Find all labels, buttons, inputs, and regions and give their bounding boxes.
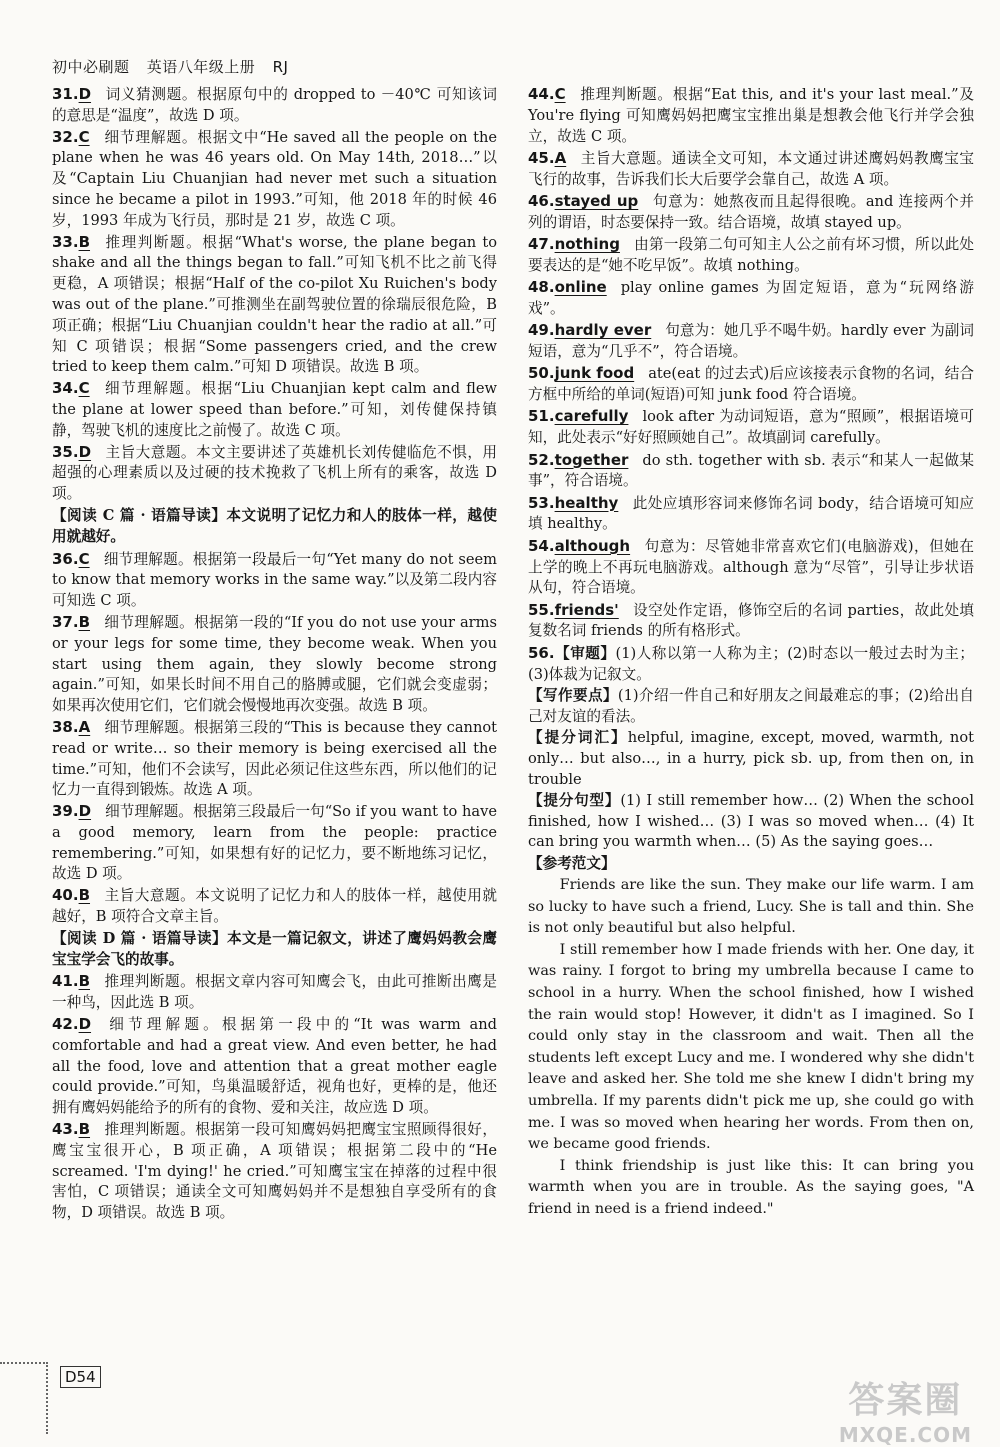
explanation: 由第一段第二句可知主人公之前有坏习惯，所以此处要表达的是“她不吃早饭”。故填 nothing。: [528, 236, 974, 274]
answer-item: [528, 320, 974, 363]
answer-key: B: [78, 232, 91, 251]
section-text: (1)人称以第一人称为主；(2)时态以一般过去时为主；(3)体裁为记叙文。: [528, 644, 974, 683]
question-number: 47.: [528, 235, 555, 254]
question-number: 45.: [528, 148, 555, 167]
right-column: [528, 84, 974, 1220]
question-number: 34.: [52, 379, 79, 398]
answer-item: [528, 234, 974, 277]
page-number: D54: [60, 1366, 101, 1388]
running-header: [52, 56, 300, 77]
question-number: 37.: [52, 612, 79, 631]
answer-key: together: [554, 450, 629, 469]
explanation: 推理判断题。根据“What's worse, the plane began to shake and all the things began to fall.”可知飞机不比之前飞得更稳，A 项错误；根据“Half of the co-pilot Xu Ruichen's body was out of the plane.”可推测坐在副驾驶位置的徐瑞辰很危险，B 项正确；根据“Liu Chuanjian couldn't hear the radio at all.”可知 C 项错误；根据“Some passengers cried, and the crew tried to keep them calm.”可知 D 项错误。故选 B 项。: [52, 233, 497, 376]
answer-key: junk food: [554, 364, 635, 383]
answer-key: B: [78, 1120, 91, 1139]
explanation: look after 为动词短语，意为“照顾”，根据语境可知，此处表示“好好照顾她自己”。故填副词 carefully。: [528, 408, 974, 447]
essay-paragraph-1: Friends are like the sun. They make our life warm. I am so lucky to have such a friend, Lucy. She is tall and thin. She is not only beautiful but also helpful.: [528, 876, 974, 937]
section-label: 【审题】: [554, 644, 616, 662]
explanation: 推理判断题。根据文章内容可知鹰会飞，由此可推断出鹰是一种鸟，因此选 B 项。: [52, 973, 497, 1012]
answer-key: C: [78, 549, 90, 568]
answer-key: B: [78, 886, 91, 905]
answer-item: [528, 84, 974, 147]
explanation: 细节理解题。根据第三段最后一句“So if you want to have a good memory, learn from the people: practice remembering.”可知，如果想有好的记忆力，要不断地练习记忆，故选 D 项。: [52, 803, 497, 883]
answer-item: [52, 84, 497, 127]
answer-item: [52, 1014, 497, 1119]
answer-key: D: [78, 85, 92, 103]
right-answer-list: [528, 84, 974, 642]
answer-item: [52, 885, 497, 928]
question-number: 41.: [52, 972, 79, 991]
answer-item: [528, 493, 974, 536]
essay-paragraph-2: I still remember how I made friends with her. One day, it was rainy. I forgot to bring my umbrella because I came to school in a hurry. When the school finished, how I wished the rain would stop! However, it didn't as I imagined. So I could only stay in the classroom and wait. Then all the students left except Lucy and me. I wondered why she didn't leave and asked her. She told me she knew I didn't bring my umbrella. If my parents didn't pick me up, she could go with me. I was so moved when hearing her words. From then on, we became good friends.: [528, 941, 974, 1153]
question-number: 50.: [528, 364, 555, 383]
answer-item: [52, 612, 497, 717]
answer-item: [528, 148, 974, 191]
writing-points: [528, 686, 974, 728]
question-number: 33.: [52, 232, 79, 251]
explanation: 细节理解题。根据文中“He saved all the people on the plane when he was 46 years old. On May 14th, 2018…”以及“Captain Liu Chuanjian had never met such a situation since he became a pilot in 1993.”可知，他 2018 年的时候 46 岁，1993 年成为飞行员，那时是 21 岁，故选 C 项。: [52, 128, 497, 229]
key-vocabulary: [528, 728, 974, 790]
answer-item: [52, 717, 497, 801]
essay-paragraph-3: I think friendship is just like this: It can bring you warmth when you are in trouble. As the saying goes, "A friend in need is a friend indeed.": [528, 1157, 974, 1217]
question-number: 48.: [528, 278, 555, 297]
answer-key: hardly ever: [554, 321, 652, 340]
explanation: 主旨大意题。通读全文可知，本文通过讲述鹰妈妈教鹰宝宝飞行的故事，告诉我们长大后要学会靠自己，故选 A 项。: [528, 149, 974, 188]
answer-key: A: [78, 717, 91, 736]
answer-item: [52, 232, 497, 379]
question-number: 43.: [52, 1120, 79, 1139]
explanation: 主旨大意题。本文主要讲述了英雄机长刘传健临危不惧，用超强的心理素质以及过硬的技术挽救了飞机上所有的乘客，故选 D 项。: [52, 443, 497, 503]
answer-key: B: [78, 972, 91, 991]
watermark-site: MXQE.COM: [838, 1423, 972, 1447]
watermark: [839, 1372, 972, 1447]
key-sentences: [528, 791, 974, 853]
answer-key: carefully: [554, 407, 629, 426]
answer-key: A: [554, 148, 567, 167]
answer-item: [528, 536, 974, 599]
answer-item: [528, 600, 974, 643]
footer-dotted-corner: [0, 1362, 48, 1434]
explanation: ate(eat 的过去式)后应该接表示食物的名词，结合方框中所给的单词(短语)可知 junk food 符合语境。: [528, 365, 974, 404]
subject-title: 英语八年级上册: [146, 58, 256, 76]
question-number: 46.: [528, 191, 555, 210]
answer-item: [528, 191, 974, 234]
question-number: 31.: [52, 85, 79, 103]
answer-item: [52, 127, 497, 232]
question-number: 55.: [528, 600, 555, 619]
answer-key: although: [554, 536, 631, 555]
section-label: 【提分词汇】: [528, 728, 628, 746]
explanation: play online games 为固定短语，意为“玩网络游戏”。: [528, 279, 974, 317]
answer-key: online: [554, 278, 607, 297]
explanation: 细节理解题。根据第三段的“This is because they cannot read or write… so their memory is being exercised all the time.”可知，他们不会读写，因此必须记住这些东西，所以他们的记忆力一直得到锻炼。故选 A 项。: [52, 718, 497, 799]
sample-essay-label: 【参考范文】: [528, 854, 616, 872]
watermark-logo: 答案圈: [848, 1380, 963, 1421]
question-number: 53.: [528, 493, 555, 512]
answer-key: D: [78, 802, 92, 821]
explanation: do sth. together with sb. 表示“和某人一起做某事”，符合语境。: [528, 451, 974, 490]
section-label: 【提分句型】: [528, 791, 621, 809]
answer-key: C: [554, 85, 566, 103]
explanation: 此处应填形容词来修饰名词 body，结合语境可知应填 healthy。: [528, 494, 974, 533]
question-number: 32.: [52, 127, 79, 146]
explanation: 设空处作定语，修饰空后的名词 parties，故此处填复数名词 friends 的所有格形式。: [528, 601, 974, 640]
book-title: 初中必刷题: [52, 58, 130, 76]
question-number: 51.: [528, 407, 555, 426]
reading-guide: 【阅读 C 篇 · 语篇导读】本文说明了记忆力和人的肢体一样，越使用就越好。: [52, 506, 497, 545]
answer-item: [52, 442, 497, 505]
explanation: 主旨大意题。本文说明了记忆力和人的肢体一样，越使用就越好，B 项符合文章主旨。: [52, 887, 497, 926]
explanation: 细节理解题。根据第一段中的“It was warm and comfortable and had a great view. And even better, he had all the food, love and attention that a great mother eagle could provide.”可知，鸟巢温暖舒适，视角也好，更棒的是，他还拥有鹰妈妈能给予的所有的食物、爱和关注，故应选 D 项。: [52, 1016, 497, 1117]
explanation: 推理判断题。根据“Eat this, and it's your last meal.”及 You're flying 可知鹰妈妈把鹰宝宝推出巢是想教会他飞行并学会独立，故选 C 项。: [528, 86, 974, 145]
answer-key: friends': [554, 600, 619, 619]
question-number: 42.: [52, 1015, 79, 1034]
question-number: 52.: [528, 450, 555, 469]
section-text: (1)介绍一件自己和好朋友之间最难忘的事；(2)给出自己对友谊的看法。: [528, 686, 974, 725]
question-number: 44.: [528, 85, 555, 103]
section-text: (1) I still remember how… (2) When the school finished, how I wished… (3) I was so moved when… (4) It can bring you warmth when… (5) As the saying goes…: [528, 791, 974, 851]
answer-item: [528, 450, 974, 493]
explanation: 细节理解题。根据第一段最后一句“Yet many do not seem to know that memory works in the same way.”以及第二段内容可知选 C 项。: [52, 550, 497, 610]
answer-key: healthy: [554, 493, 619, 512]
explanation: 词义猜测题。根据原句中的 dropped to －40℃ 可知该词的意思是“温度”，故选 D 项。: [52, 86, 497, 124]
explanation: 推理判断题。根据第一段可知鹰妈妈把鹰宝宝照顾得很好，鹰宝宝很开心，B 项正确，A 项错误；根据第二段中的“He screamed. 'I'm dying!' he cried.”可知鹰宝宝在掉落的过程中很害怕，C 项错误；通读全文可知鹰妈妈并不是想独自享受所有的食物，D 项错误。故选 B 项。: [52, 1121, 497, 1222]
edition-label: RJ: [272, 58, 289, 76]
answer-item: [52, 971, 497, 1014]
explanation: 句意为：尽管她非常喜欢它们(电脑游戏)，但她在上学的晚上不再玩电脑游戏。although 意为“尽管”，引导让步状语从句，符合语境。: [528, 537, 974, 597]
question-number: 35.: [52, 442, 79, 461]
answer-item: [528, 363, 974, 406]
question-number: 49.: [528, 321, 555, 340]
answer-key: C: [78, 127, 90, 146]
answer-key: C: [78, 379, 90, 398]
question-number: 39.: [52, 802, 79, 821]
answer-item: [52, 801, 497, 885]
question-number: 56.: [528, 643, 555, 662]
reading-guide: 【阅读 D 篇 · 语篇导读】本文是一篇记叙文，讲述了鹰妈妈教会鹰宝宝学会飞的故事。: [52, 929, 497, 968]
question-56: [528, 643, 974, 686]
explanation: 句意为：她熬夜而且起得很晚。and 连接两个并列的谓语，时态要保持一致。结合语境，故填 stayed up。: [528, 192, 974, 231]
question-number: 38.: [52, 717, 79, 736]
question-number: 54.: [528, 536, 555, 555]
section-text: helpful, imagine, except, moved, warmth, not only… but also…, in a hurry, pick sb. up, from then on, in trouble: [528, 728, 974, 788]
section-label: 【写作要点】: [528, 686, 618, 704]
answer-item: [52, 549, 497, 612]
answer-key: B: [78, 612, 91, 631]
answer-key: D: [78, 442, 92, 461]
explanation: 细节理解题。根据“Liu Chuanjian kept calm and flew the plane at lower speed than before.”可知，刘传健保持镇静，驾驶飞机的速度比之前慢了。故选 C 项。: [52, 380, 497, 439]
answer-key: stayed up: [554, 191, 639, 210]
answer-key: D: [78, 1015, 92, 1034]
answer-key: nothing: [554, 235, 620, 254]
question-number: 40.: [52, 886, 79, 905]
explanation: 细节理解题。根据第一段的“If you do not use your arms or your legs for some time, they become weak. When you start using them again, they slowly become strong again.”可知，如果长时间不用自己的胳膊或腿，它们就会变虚弱；如果再次使用它们，它们就会慢慢地再次变强。故选 B 项。: [52, 613, 497, 715]
answer-item: [52, 378, 497, 441]
answer-item: [52, 1119, 497, 1224]
left-column: [52, 84, 497, 1224]
answer-item: [528, 277, 974, 320]
answer-item: [528, 406, 974, 449]
question-number: 36.: [52, 549, 79, 568]
explanation: 句意为：她几乎不喝牛奶。hardly ever 为副词短语，意为“几乎不”，符合语境。: [528, 322, 974, 361]
